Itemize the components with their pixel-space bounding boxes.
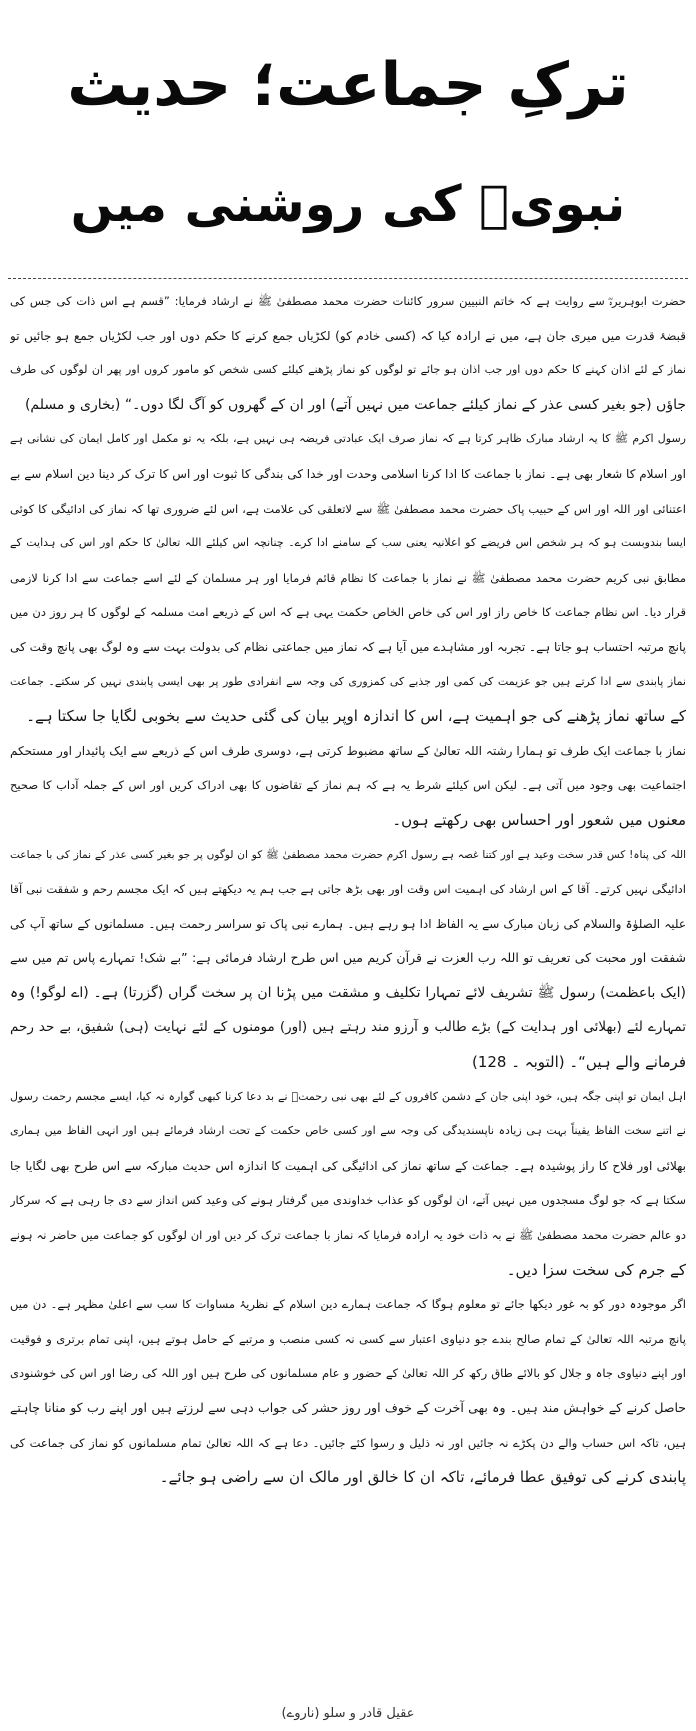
article-line: اجتماعیت بھی وجود میں آتی ہے۔ لیکن اس کیلئے شرط یہ ہے کہ ہم نماز کے تقاضوں کا بھی ادراک کریں اور اس کے جملہ آداب کا صحیح <box>10 778 686 793</box>
article-paragraph <box>10 838 686 1080</box>
article-line: سکتا ہے کہ جو لوگ مسجدوں میں نہیں آتے، ان لوگوں کو عذاب خداوندی میں گرفتار ہونے کی وعید کس انداز سے دی جا رہی ہے کہ سرکار <box>10 1193 686 1208</box>
article-line: ادائیگی نہیں کرتے۔ آقا کے اس ارشاد کی اہمیت اس وقت اور بھی بڑھ جاتی ہے جب ہم یہ دیکھتے ہیں کہ ایک مجسم رحم و شفقت نبی آقا <box>10 882 686 897</box>
article-line: اہل ایمان تو اپنی جگہ ہیں، خود اپنی جان کے دشمن کافروں کے لئے بھی نبی رحمتؐ نے بد دعا کرنا کبھی گوارہ نہ کیا، ایسے مجسم رحمت رسول <box>10 1089 686 1103</box>
article-line: اعتنائی اور اللہ اور اس کے حبیب پاک حضرت محمد مصطفیٰ ﷺ سے لاتعلقی کی علامت ہے، اس لئے ضروری تھا کہ نماز کی ادائیگی کا کوئی <box>10 501 686 516</box>
article-line: کے ساتھ نماز پڑھنے کی جو اہمیت ہے، اس کا اندازہ اوپر بیان کی گئی حدیث سے بخوبی لگایا جا سکتا ہے۔ <box>26 707 686 726</box>
article-paragraph <box>10 284 686 422</box>
byline: عقیل قادر و سلو (ناروے) <box>281 1706 415 1721</box>
article-line: ایسا بندوبست ہو کہ ہر شخص اس فریضے کو اعلانیہ یعنی سب کے سامنے ادا کرے۔ چنانچہ اس کیلئے اللہ تعالیٰ کا حکم اور اس کی ہدایت کے <box>10 536 686 550</box>
headline-line-2: نبویؐ کی روشنی میں <box>70 175 626 233</box>
article-line: دو عالم حضرت محمد مصطفیٰ ﷺ نے بہ ذات خود یہ ارادہ فرمایا کہ نماز با جماعت ترک کر دیں اور ان لوگوں کو جماعت میں حاضر نہ ہونے <box>10 1228 686 1243</box>
article-line: اور اپنے دنیاوی جاہ و جلال کو بالائے طاق رکھ کر اللہ تعالیٰ کے حضور و عام مسلمانوں کی طرح ہیں اور اللہ کی رضا اور اس کی خوشنودی <box>10 1366 686 1381</box>
article-line: فرمانے والے ہیں“۔ (التوبہ ۔ 128) <box>471 1053 686 1072</box>
article-line: جاؤں (جو بغیر کسی عذر کے نماز کیلئے جماعت میں نہیں آتے) اور ان کے گھروں کو آگ لگا دوں۔“ (بخاری و مسلم) <box>24 396 686 413</box>
article-line: رسول اکرم ﷺ کا یہ ارشاد مبارک ظاہر کرتا ہے کہ نماز صرف ایک عبادتی فریضہ ہی نہیں ہے، بلکہ یہ تو مکمل اور کامل ایمان کی نشانی ہے <box>10 432 686 446</box>
headline-line-1: ترکِ جماعت؛ حدیث <box>67 50 629 120</box>
article-line: مطابق نبی کریم حضرت محمد مصطفیٰ ﷺ نے نماز با جماعت کا نظام قائم فرمایا اور ہر مسلمان کے لئے اسے جماعت سے ادا کرنا لازمی <box>10 570 686 585</box>
article-line: بھلائی اور فلاح کا راز پوشیدہ ہے۔ جماعت کے ساتھ نماز کی ادائیگی کی اہمیت کا اندازہ اس حدیث مبارکہ سے اس طرح بھی لگایا جا <box>10 1158 686 1173</box>
article-line: نماز پابندی سے ادا کرتے ہیں جو عزیمت کی کمی اور جذبے کی کمزوری کی وجہ سے انفرادی طور پر بھی ایسی پابندی نہیں کر سکتے۔ جماعت <box>10 674 686 688</box>
article-paragraph <box>10 1080 686 1288</box>
article-line: ہیں، تاکہ اس حساب والے دن پکڑے نہ جائیں اور نہ ذلیل و رسوا کئے جائیں۔ دعا ہے کہ اللہ تعالیٰ تمام مسلمانوں کو نماز کی جماعت کی <box>10 1435 686 1450</box>
article-line: حاصل کرنے کے خواہش مند ہیں۔ وہ بھی آخرت کے خوف اور روز حشر کی جواب دہی سے لرزتے ہیں اور اپنے رب کو منانا چاہتے <box>10 1400 686 1415</box>
article-line: تمہارے لئے (بھلائی اور ہدایت کے) بڑے طالب و آرزو مند رہتے ہیں (اور) مومنوں کے لئے نہایت (ہی) شفیق، بے حد رحم <box>10 1019 686 1036</box>
article-line: نماز با جماعت ایک طرف تو ہمارا رشتہ اللہ تعالیٰ کے ساتھ مضبوط کرتی ہے، دوسری طرف اس کے ذریعے سے ایک پائیدار اور مستحکم <box>10 743 686 758</box>
article-paragraph <box>10 422 686 733</box>
article-line: قرار دیا۔ اس نظام جماعت کا خاص راز اور اس کی خاص الخاص حکمت یہی ہے کہ اس کے ذریعے امت مسلمہ کے لوگوں کا ہر روز دن میں <box>10 605 686 620</box>
article-line: (ایک باعظمت) رسول ﷺ تشریف لائے تمہارا تکلیف و مشقت میں پڑنا ان پر سخت گراں (گزرتا) ہے۔ (اے لوگو!) وہ <box>10 984 686 1001</box>
article-body <box>10 284 686 1495</box>
headline-divider <box>8 278 688 279</box>
article-line: پابندی کرنے کی توفیق عطا فرمائے، تاکہ ان کا خالق اور مالک ان سے راضی ہو جائے۔ <box>159 1468 686 1487</box>
article-line: شفقت اور محبت کی تعریف تو اللہ رب العزت نے قرآن کریم میں اس طرح ارشاد فرمائی ہے: ”بے شک! تمہارے پاس تم میں سے <box>10 950 686 966</box>
article-line: قبضۂ قدرت میں میری جان ہے، میں نے ارادہ کیا کہ (کسی خادم کو) لکڑیاں جمع کرنے کا حکم دوں اور جب لکڑیاں جمع ہو جائیں تو <box>10 328 686 343</box>
article-line: نے اتنے سخت الفاظ یقیناً بہت ہی زیادہ ناپسندیدگی کی وجہ سے اور کسی خاص حکمت کے تحت ارشاد فرمائے ہیں اور انہی الفاظ میں ہماری <box>10 1124 686 1138</box>
article-line: اگر موجودہ دور کو بہ غور دیکھا جائے تو معلوم ہوگا کہ جماعت ہمارے دین اسلام کے نظریۂ مساوات کا سب سے اعلیٰ مظہر ہے۔ دن میں <box>10 1297 686 1312</box>
article-line: اور اسلام کا شعار بھی ہے۔ نماز با جماعت کا ادا کرنا اسلامی وحدت اور خدا کی بندگی کا ثبوت اور اس کا ترک کر دینا دین اسلام سے بے <box>10 466 686 481</box>
article-line: پانچ مرتبہ اللہ تعالیٰ کے تمام صالح بندے جو دنیاوی اعتبار سے کسی نہ کسی منصب و مرتبے کے حامل ہوتے ہیں، اپنی تمام برتری و فوقیت <box>10 1331 686 1346</box>
article-line: علیہ الصلوٰۃ والسلام کی زبان مبارک سے یہ الفاظ ادا ہو رہے ہیں۔ ہمارے نبی پاک تو سراسر رحمت ہیں۔ مسلمانوں کے ساتھ آپ کی <box>10 916 686 931</box>
article-paragraph <box>10 1287 686 1495</box>
article-line: پانچ مرتبہ احتساب ہو جاتا ہے۔ تجربہ اور مشاہدے میں آیا ہے کہ نماز میں جماعتی نظام کی بدولت بہت سے وہ لوگ بھی پانچ وقت کی <box>10 639 686 654</box>
article-paragraph <box>10 734 686 838</box>
article-line: اللہ کی پناہ! کس قدر سخت وعید ہے اور کتنا غصہ ہے رسول اکرم حضرت محمد مصطفیٰ ﷺ کو ان لوگوں پر جو بغیر کسی عذر کے نماز کی با جماعت <box>10 848 686 861</box>
article-line: نماز کے لئے اذان کہنے کا حکم دوں اور جب اذان ہو جائے تو لوگوں کو نماز پڑھنے کیلئے کسی شخص کو مامور کروں اور پھر ان لوگوں کی طرف <box>10 363 686 377</box>
article-line: معنوں میں شعور اور احساس بھی رکھتے ہوں۔ <box>392 810 686 829</box>
article-line: کے جرم کی سخت سزا دیں۔ <box>506 1260 686 1279</box>
article-line: حضرت ابوہریرہؓ سے روایت ہے کہ خاتم النبیین سرور کائنات حضرت محمد مصطفیٰ ﷺ نے ارشاد فرمایا: ”قسم ہے اس ذات کی جس کی <box>10 294 686 308</box>
